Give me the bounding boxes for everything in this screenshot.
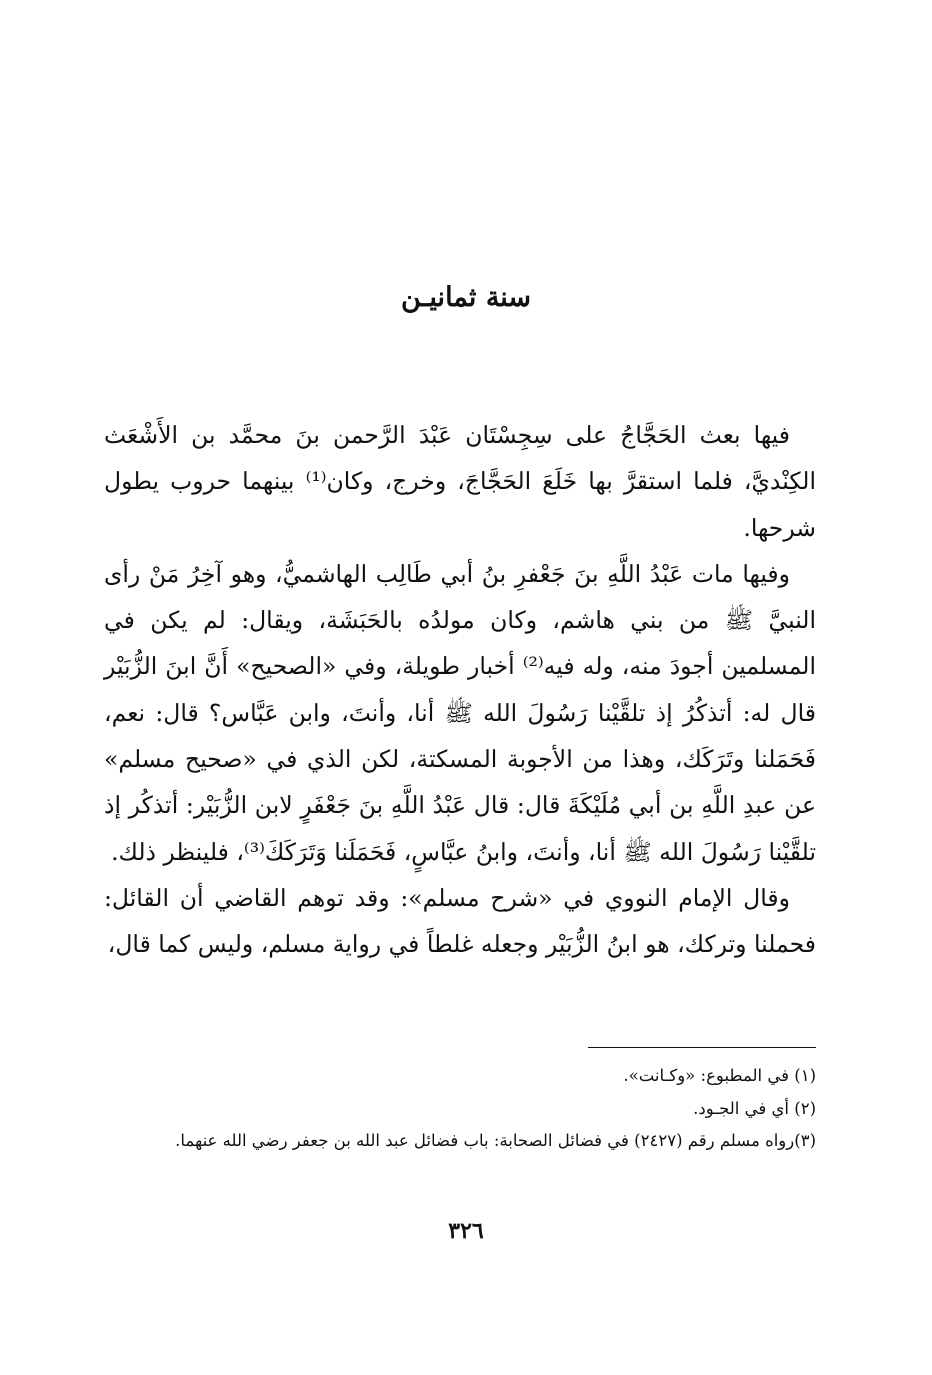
- footnotes: [104, 1060, 816, 1158]
- body-text: [104, 412, 816, 968]
- footnote-divider: [588, 1047, 816, 1048]
- chapter-title: سنة ثمانيـن: [400, 282, 532, 313]
- paragraph-1: فيها بعث الحَجَّاجُ على سِجِسْتَان عَبْدَ الرَّحمن بنَ محمَّد بن الأَشْعَث الكِنْديَّ، فلما استقرَّ بها خَلَعَ الحَجَّاجَ، وخرج، وكان⁽¹⁾ بينهما حروب يطول شرحها.: [104, 421, 816, 542]
- footnote-2: (٢) أي في الجـود.: [693, 1098, 816, 1118]
- footnote-3: (٣)رواه مسلم رقم (٢٤٢٧) في فضائل الصحابة: باب فضائل عبد الله بن جعفر رضي الله عنهما.: [175, 1131, 816, 1150]
- paragraph-3: وقال الإمام النووي في «شرح مسلم»: وقد توهم القاضي أن القائل: فحملنا وتركك، هو ابنُ الزُّبَيْر وجعله غلطاً في رواية مسلم، وليس كما قال،: [104, 883, 816, 959]
- page-number: ٣٢٦: [448, 1218, 484, 1244]
- paragraph-2: وفيها مات عَبْدُ اللَّهِ بنَ جَعْفرِ بنُ أبي طَالِب الهاشميُّ، وهو آخِرُ مَنْ رأى النبيَّ ﷺ من بني هاشم، وكان مولدُه بالحَبَشَة، ويقال: لم يكن في المسلمين أجودَ منه، وله فيه⁽²⁾ أخبار طويلة، وفي «الصحيح» أَنَّ ابنَ الزُّبَيْر قال له: أتذكُرُ إذ تلقَّيْنا رَسُولَ الله ﷺ أنا، وأنتَ، وابن عَبَّاس؟ قال: نعم، فَحَمَلنا وتَرَكَك، وهذا من الأجوبة المسكتة، لكن الذي في «صحيح مسلم» عن عبدِ اللَّهِ بن أبي مُلَيْكَةَ قال: قال عَبْدُ اللَّهِ بنَ جَعْفَرٍ لابن الزُّبَيْر: أتذكُر إذ تلقَّيْنا رَسُولَ الله ﷺ أنا، وأنتَ، وابنُ عبَّاسٍ، فَحَمَلَنا وَتَرَكَكَ⁽³⁾، فلينظر ذلك.: [104, 559, 816, 866]
- footnote-1: (١) في المطبوع: «وكـانت».: [623, 1066, 816, 1085]
